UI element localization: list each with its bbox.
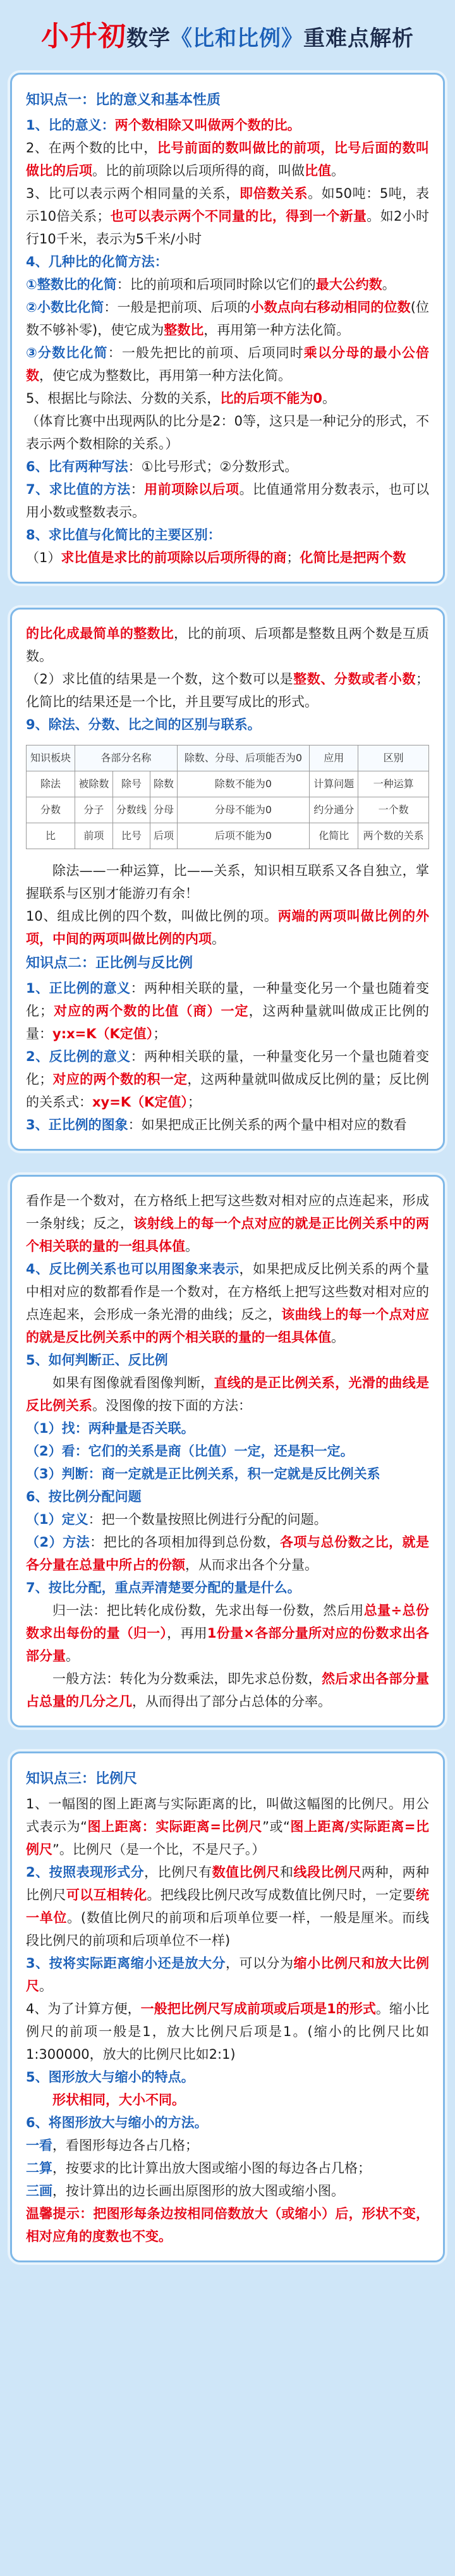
red-highlight: xy=K（K定值） — [92, 1095, 188, 1110]
red-highlight: 对应的两个数的积一定 — [52, 1072, 188, 1087]
text-run: 1、一幅图的图上距离与实际距离的比，叫做这幅图的比例尺。用公式表示为“ — [26, 1796, 429, 1834]
text-run: （体育比赛中出现两队的比分是2：0等，这只是一种记分的形式，不表示两个数相除的关系。） — [26, 414, 429, 451]
blue-label: 5、如何判断正、反比例 — [26, 1352, 168, 1368]
blue-label: （1）找：两种量是否关联。 — [26, 1421, 195, 1436]
paragraph — [26, 250, 429, 273]
paragraph — [26, 1861, 429, 1952]
red-highlight: 比的后项不能为0 — [220, 391, 322, 406]
blue-label: 2、反比例的意义 — [26, 1049, 131, 1064]
text-run: ：两种相关联的量，一种量变化另一个量也随着变化； — [26, 1049, 429, 1087]
text-run: 。比值通常用分数表示，也可以用小数或整数表示。 — [26, 482, 430, 520]
page-title — [0, 0, 455, 73]
blue-label: 6、比有两种写法 — [26, 459, 128, 474]
text-run: ： — [130, 482, 145, 497]
text-run: 10、组成比例的四个数，叫做比例的项。 — [26, 909, 278, 924]
paragraph — [26, 341, 429, 387]
text-run: 除法——一种运算，比——关系，知识相互联系又各自独立，掌握联系与区别才能游刃有余！ — [26, 863, 429, 901]
paragraph — [26, 977, 429, 1045]
text-run: ：把比的各项相加得到总份数， — [90, 1535, 281, 1550]
table-cell: 化简比 — [310, 823, 358, 849]
table-cell: 分数线 — [112, 797, 150, 823]
text-run: 。 — [331, 163, 344, 178]
paragraph — [26, 455, 429, 478]
text-run: 5、根据比与除法、分数的关系， — [26, 391, 221, 406]
red-highlight: 各项与总份数之比，就是各分量在总量中所占的份额 — [26, 1535, 430, 1573]
text-run: 如果有图像就看图像判断， — [52, 1375, 214, 1390]
blue-label: 6、按比例分配问题 — [26, 1489, 142, 1504]
table-row — [27, 823, 429, 849]
blue-label: 7、求比值的方法 — [26, 482, 131, 497]
text-run: ”或“ — [262, 1819, 290, 1834]
table-cell: 后项 — [150, 823, 177, 849]
red-highlight: 乘以分母的最小公倍数 — [26, 345, 430, 383]
blue-label: 1、比的意义： — [26, 118, 115, 133]
paragraph — [26, 273, 429, 296]
blue-label: （3）判断：商一定就是正比例关系，积一定就是反比例关系 — [26, 1466, 380, 1481]
text-run: ：把一个数量按照比例进行分配的问题。 — [88, 1512, 327, 1527]
table-cell: 被除数 — [75, 771, 113, 797]
red-highlight: 图上距离：实际距离=比例尺 — [87, 1819, 263, 1834]
paragraph — [26, 1485, 429, 1508]
table-cell: 前项 — [75, 823, 113, 849]
paragraph — [26, 1463, 429, 1485]
paragraph — [26, 1045, 429, 1113]
knowledge-card-3 — [10, 1175, 445, 1727]
paragraph — [26, 546, 429, 569]
text-run: ：如果把成正比例关系的两个量中相对应的数看 — [128, 1117, 407, 1132]
paragraph — [26, 114, 429, 137]
text-run: ，再用 — [167, 1626, 207, 1641]
table-cell: 分子 — [75, 797, 113, 823]
table-cell: 分数 — [27, 797, 75, 823]
paragraph — [26, 1667, 429, 1713]
text-run: 。缩小比例尺的前项一般是1，放大比例尺后项是1。(缩小的比例尺比如1:300000，放大的比例尺比如2:1) — [26, 2001, 429, 2062]
paragraph — [26, 1508, 429, 1531]
text-run: ； — [153, 1026, 167, 1041]
blue-label: 6、将图形放大与缩小的方法。 — [26, 2115, 208, 2130]
section-heading — [26, 1766, 429, 1793]
table-cell: 一个数 — [358, 797, 429, 823]
red-highlight: 比值 — [305, 163, 331, 178]
table-cell: 比号 — [112, 823, 150, 849]
paragraph — [26, 2066, 429, 2088]
text-run: ”。比例尺（是一个比，不是尺子。） — [52, 1842, 265, 1857]
red-highlight: 一般把比例尺写成前项或后项是1的形式 — [140, 2001, 376, 2016]
text-run: ：比的前项和后项同时除以它们的 — [116, 277, 316, 292]
text-run: ：一般先把比的前项、后项同时 — [107, 345, 304, 360]
table-cell: 除法 — [27, 771, 75, 797]
red-highlight: 该曲线上的每一个点对应的就是反比例关系中的两个相关联的量的一组具体值 — [26, 1307, 430, 1345]
paragraph — [26, 410, 429, 455]
text-run: 。把线段比例尺改写成数值比例尺时，一定要 — [147, 1887, 416, 1903]
blue-label: 8、求比值与化简比的主要区别： — [26, 527, 221, 543]
red-highlight: 的比化成最简单的整数比 — [26, 626, 174, 641]
text-run: 。 — [212, 931, 225, 947]
table-cell: 一种运算 — [358, 771, 429, 797]
table-cell: 除数不能为0 — [177, 771, 310, 797]
text-run: 重难点解析 — [303, 26, 414, 51]
table-header-cell: 知识板块 — [27, 745, 75, 771]
text-run: ； — [286, 550, 300, 565]
paragraph — [26, 2134, 429, 2157]
red-highlight: 化简比是把两个数 — [300, 550, 406, 565]
text-run: 4、为了计算方便， — [26, 2001, 141, 2016]
red-highlight: 图上距离/实际距离=比例尺 — [26, 1819, 429, 1857]
text-run: （1） — [26, 550, 61, 565]
blue-label: 4、几种比的化简方法： — [26, 254, 168, 269]
red-highlight: 小升初 — [41, 20, 126, 52]
text-run: 两种，两种比例尺 — [26, 1865, 430, 1903]
paragraph — [26, 182, 429, 250]
red-highlight: 整数比 — [164, 322, 204, 338]
text-run: 。 — [322, 391, 336, 406]
table-header-cell: 除数、分母、后项能否为0 — [177, 745, 310, 771]
blue-label: 4、反比例关系也可以用图象来表示 — [26, 1261, 240, 1277]
red-highlight: 总量÷总份数求出每份的量（归一） — [26, 1603, 429, 1641]
text-run: ，这两种量就叫做成反比例的量；反比例的关系式： — [26, 1072, 430, 1110]
blue-label: 3、正比例的图象 — [26, 1117, 128, 1132]
red-highlight: 线段比例尺 — [293, 1865, 362, 1880]
paragraph — [26, 1349, 429, 1371]
text-run: ，比的前项、后项都是整数且两个数是互质数。 — [26, 626, 430, 664]
red-highlight: 该射线上的每一个点对应的就是正比例关系中的两个相关联的量的一组具体值 — [26, 1216, 430, 1254]
table-header-row — [27, 745, 429, 771]
paragraph — [26, 2157, 429, 2180]
paragraph — [26, 1952, 429, 1997]
red-highlight: 整数、分数或者小数 — [293, 672, 416, 687]
text-run: 。 — [39, 1978, 52, 1994]
text-run: ：两种相关联的量，一种量变化另一个量也随着变化； — [26, 981, 429, 1019]
paragraph — [26, 478, 429, 524]
red-highlight: 温馨提示：把图形每条边按相同倍数放大（或缩小）后，形状不变，相对应角的度数也不变。 — [26, 2206, 429, 2244]
text-run: 一般方法：转化为分数乘法，即先求总份数， — [52, 1671, 322, 1686]
text-run: ，按计算出的边长画出原图形的放大图或缩小图。 — [52, 2183, 344, 2199]
blue-label: ①整数比的化简 — [26, 277, 117, 292]
paragraph — [26, 2202, 429, 2248]
text-run: ，比例尺有 — [144, 1865, 212, 1880]
paragraph — [26, 1371, 429, 1417]
paragraph — [26, 387, 429, 410]
red-highlight: 对应的两个数的比值（商）一定 — [53, 1003, 249, 1019]
paragraph — [26, 296, 429, 341]
table-cell: 除数 — [150, 771, 177, 797]
table-cell: 分母 — [150, 797, 177, 823]
table-cell: 计算问题 — [310, 771, 358, 797]
text-run: 。如2小时行10千米，表示为5千米/小时 — [26, 209, 429, 247]
table-cell: 后项不能为0 — [177, 823, 310, 849]
paragraph — [26, 1189, 429, 1258]
text-run: ，使它成为整数比，再用第一种方法化简。 — [39, 368, 291, 383]
blue-label: ③分数比化简 — [26, 345, 108, 360]
text-run: 看作是一个数对，在方格纸上把写这些数对相对应的点连起来，形成一条射线；反之， — [26, 1193, 429, 1231]
paragraph — [26, 137, 429, 182]
text-run: ，如果把成反比例关系的两个量中相对应的数都看作是一个数对，在方格纸上把写这些数对相对应的点连起来，会形成一条光滑的曲线；反之， — [26, 1261, 429, 1322]
red-highlight: 比号前面的数叫做比的前项，比号后面的数叫做比的后项 — [26, 140, 429, 178]
paragraph — [26, 1997, 429, 2066]
red-highlight: 直线的是正比例关系，光滑的曲线是反比例关系 — [26, 1375, 430, 1413]
table-header-cell: 各部分名称 — [75, 745, 178, 771]
red-highlight: 最大公约数 — [315, 277, 382, 292]
text-run: ，再用第一种方法化简。 — [203, 322, 350, 338]
text-run: ，从而求出各个分量。 — [185, 1557, 318, 1573]
text-run: ；化简比的结果还是一个比，并且要写成比的形式。 — [26, 672, 430, 709]
text-run: 和 — [280, 1865, 294, 1880]
paragraph — [26, 2088, 429, 2111]
paragraph — [26, 1793, 429, 1861]
red-highlight: 即倍数关系 — [240, 186, 308, 201]
paragraph — [26, 524, 429, 546]
red-highlight: 可以互相转化 — [66, 1887, 147, 1903]
paragraph — [26, 1258, 429, 1349]
text-run: ：①比号形式；②分数形式。 — [128, 459, 298, 474]
knowledge-card-4 — [10, 1751, 445, 2262]
blue-label: ②小数比化简 — [26, 300, 104, 315]
comparison-table — [26, 745, 429, 849]
section-heading — [26, 87, 429, 114]
text-run: 数学 — [126, 26, 171, 51]
red-highlight: 缩小比例尺和放大比例尺 — [26, 1956, 429, 1994]
paragraph — [26, 668, 429, 713]
blue-label: （2）方法 — [26, 1535, 90, 1550]
text-run: 。(数值比例尺的前项和后项单位要一样，一般是厘米。而线段比例尺的前项和后项单位不一样) — [26, 1910, 429, 1948]
text-run: ，从而得出了部分占总体的分率。 — [132, 1694, 331, 1709]
red-highlight: 1份量×各部分量所对应的份数求出各部分量 — [26, 1626, 429, 1664]
text-run: ，看图形每边各占几格； — [52, 2138, 198, 2153]
text-run: 2、在两个数的比中， — [26, 140, 157, 156]
red-highlight: 两个数相除又叫做两个数的比。 — [114, 118, 301, 133]
red-highlight: 形状相同，大小不同。 — [52, 2092, 185, 2107]
text-run: 。没图像的按下面的方法： — [92, 1398, 252, 1413]
text-run: ，可以分为 — [226, 1956, 294, 1971]
table-row — [27, 771, 429, 797]
text-run: ，按要求的比计算出放大图或缩小图的每边各占几格； — [52, 2161, 371, 2176]
paragraph — [26, 713, 429, 736]
red-highlight: 小数点向右移动相同的位数 — [250, 300, 411, 315]
text-run: 归一法：把比转化成份数，先求出每一份数，然后用 — [52, 1603, 364, 1618]
knowledge-card-1 — [10, 73, 445, 584]
red-highlight: 两端的两项叫做比例的外项，中间的两项叫做比例的内项 — [26, 909, 429, 947]
table-cell: 两个数的关系 — [358, 823, 429, 849]
red-highlight: 数值比例尺 — [212, 1865, 281, 1880]
paragraph — [26, 1576, 429, 1599]
blue-label: （2）看：它们的关系是商（比值）一定，还是积一定。 — [26, 1444, 354, 1459]
table-row — [27, 797, 429, 823]
paragraph — [26, 1113, 429, 1136]
blue-label: （1）定义 — [26, 1512, 88, 1527]
table-cell: 比 — [27, 823, 75, 849]
text-run: ，这两种量就叫做成正比例的量： — [26, 1003, 430, 1041]
paragraph — [26, 905, 429, 950]
red-highlight: 也可以表示两个不同量的比，得到一个新量 — [110, 209, 367, 224]
text-run: ； — [187, 1095, 201, 1110]
paragraph — [26, 622, 429, 668]
text-run: 3、比可以表示两个相同量的关系， — [26, 186, 240, 201]
blue-label: 9、除法、分数、比之间的区别与联系。 — [26, 717, 261, 732]
red-highlight: 求比值是求比的前项除以后项所得的商 — [61, 550, 287, 565]
table-cell: 分母不能为0 — [177, 797, 310, 823]
text-run: 。如50吨：5吨，表示10倍关系； — [26, 186, 429, 224]
paragraph — [26, 2111, 429, 2134]
paragraph — [26, 2180, 429, 2202]
blue-label: 一看 — [26, 2138, 52, 2153]
blue-label: 三画 — [26, 2183, 52, 2199]
text-run: 。 — [66, 1648, 79, 1664]
blue-label: 2、按照表现形式分 — [26, 1865, 145, 1880]
knowledge-card-2 — [10, 608, 445, 1151]
paragraph — [26, 1440, 429, 1463]
text-run: 。 — [331, 1330, 344, 1345]
red-highlight: y:x=K（K定值） — [52, 1026, 154, 1041]
red-highlight: 统一单位 — [26, 1887, 429, 1925]
blue-label: 1、正比例的意义 — [26, 981, 131, 996]
paragraph — [26, 1599, 429, 1667]
blue-label: 知识点一：比的意义和基本性质 — [26, 92, 221, 108]
paragraph — [26, 1531, 429, 1576]
blue-label: 二算 — [26, 2161, 52, 2176]
paragraph — [26, 859, 429, 905]
blue-label: 知识点三：比例尺 — [26, 1771, 138, 1787]
table-cell: 除号 — [112, 771, 150, 797]
text-run: 。比的前项除以后项所得的商，叫做 — [92, 163, 305, 178]
text-run: （2）求比值的结果是一个数，这个数可以是 — [26, 672, 294, 687]
blue-label: 3、按将实际距离缩小还是放大分 — [26, 1956, 226, 1971]
table-cell: 约分通分 — [310, 797, 358, 823]
red-highlight: 然后求出各部分量占总量的几分之几 — [26, 1671, 430, 1709]
red-highlight: 用前项除以后项 — [144, 482, 240, 497]
paragraph — [26, 1417, 429, 1440]
blue-label: 7、按比分配，重点弄清楚要分配的量是什么。 — [26, 1580, 301, 1595]
text-run: 。 — [382, 277, 396, 292]
text-run: ：一般是把前项、后项的 — [104, 300, 251, 315]
section-heading — [26, 950, 429, 977]
blue-label: 5、图形放大与缩小的特点。 — [26, 2070, 195, 2085]
table-header-cell: 应用 — [310, 745, 358, 771]
text-run: (位数不够补零)，使它成为 — [26, 300, 430, 338]
text-run: 。 — [185, 1239, 198, 1254]
blue-label: 知识点二：正比例与反比例 — [26, 955, 193, 971]
table-header-cell: 区别 — [358, 745, 429, 771]
blue-label: 《比和比例》 — [171, 26, 303, 51]
